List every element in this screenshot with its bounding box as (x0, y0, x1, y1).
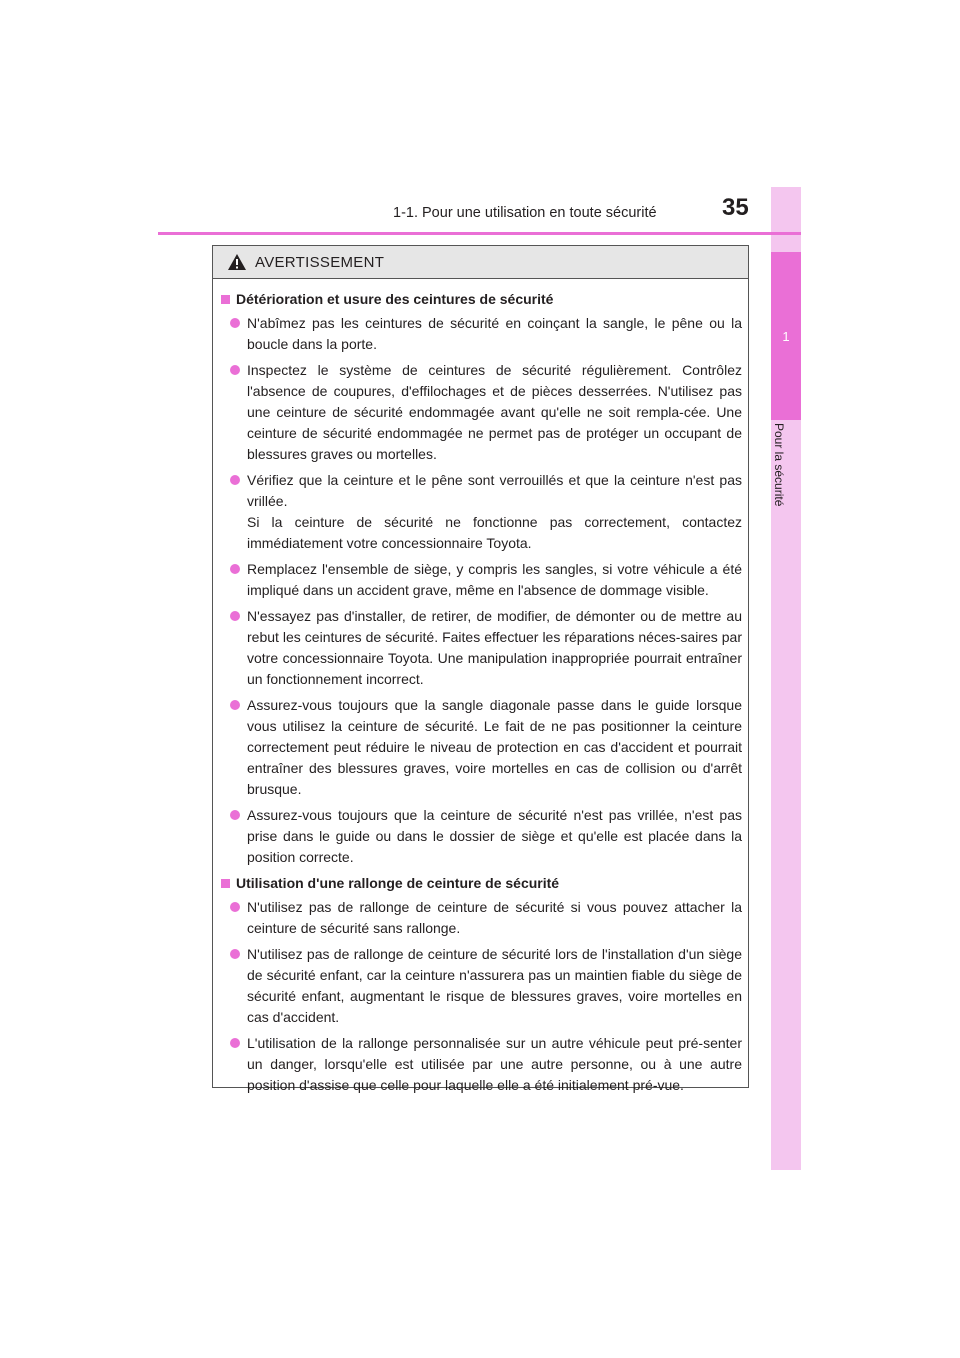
list-item-text: Vérifiez que la ceinture et le pêne sont verrouillés et que la ceinture n'est pas vrillée. Si la ceinture de sécurité ne fonctionne pas correctement, contactez immédiatement votre concessionnaire Toyota. (247, 472, 742, 551)
round-bullet-icon (230, 318, 240, 328)
list-item-text: Assurez-vous toujours que la ceinture de sécurité n'est pas vrillée, n'est pas prise dans le guide ou dans le dossier de siège et qu'elle est placée dans la position correcte. (247, 807, 742, 865)
warning-title: AVERTISSEMENT (255, 253, 385, 271)
warning-triangle-icon (227, 253, 247, 271)
list-item-text: L'utilisation de la rallonge personnalisée sur un autre véhicule peut pré-senter un danger, lorsqu'elle est utilisée par une autre personne, ou à une autre position d'assise que celle pour laquelle elle a été initialement pré-vue. (247, 1035, 742, 1093)
round-bullet-icon (230, 611, 240, 621)
warning-body (213, 279, 748, 1096)
round-bullet-icon (230, 365, 240, 375)
list-item (219, 805, 742, 868)
list-item-text: Inspectez le système de ceintures de sécurité régulièrement. Contrôlez l'absence de coupures, d'effilochages et de pièces desserrées. N'utilisez pas une ceinture de sécurité endommagée avant qu'elle ne soit rempla-cée. Une ceinture de sécurité endommagée ne permet pas de protéger un occupant de blessures graves ou mortelles. (247, 362, 742, 462)
round-bullet-icon (230, 902, 240, 912)
list-item (219, 313, 742, 355)
round-bullet-icon (230, 949, 240, 959)
chapter-label: Pour la sécurité (772, 423, 786, 507)
list-item (219, 559, 742, 601)
list-item-text: N'utilisez pas de rallonge de ceinture de sécurité si vous pouvez attacher la ceinture de sécurité sans rallonge. (247, 899, 742, 936)
page-number: 35 (722, 194, 749, 221)
list-item-text: Assurez-vous toujours que la sangle diagonale passe dans le guide lorsque vous utilisez la ceinture de sécurité. Le fait de ne pas positionner la ceinture correctement peut réduire le niveau de protection en cas d'accident et pourrait entraîner des blessures graves, voire mortelles en cas de collision ou d'arrêt brusque. (247, 697, 742, 797)
round-bullet-icon (230, 700, 240, 710)
list-item (219, 606, 742, 690)
round-bullet-icon (230, 1038, 240, 1048)
round-bullet-icon (230, 564, 240, 574)
list-item (219, 944, 742, 1028)
round-bullet-icon (230, 475, 240, 485)
list-item (219, 360, 742, 465)
list-item (219, 897, 742, 939)
list-item (219, 695, 742, 800)
chapter-number-tab: 1 (771, 252, 801, 420)
list-item-text: N'utilisez pas de rallonge de ceinture de sécurité lors de l'installation d'un siège de sécurité enfant, car la ceinture n'assurera pas un maintien fiable du siège de sécurité enfant, augmentant le risque de blessures graves, voire mortelles en cas d'accident. (247, 946, 742, 1025)
section-heading: Détérioration et usure des ceintures de sécurité (219, 289, 742, 310)
list-item-text: N'essayez pas d'installer, de retirer, de modifier, de démonter ou de mettre au rebut les ceintures de sécurité. Faites effectuer les réparations néces-saires par votre concessionnaire Toyota. Une manipulation inappropriée pourrait entraîner un fonctionnement incorrect. (247, 608, 742, 687)
list-item (219, 1033, 742, 1096)
list-item (219, 470, 742, 554)
warning-box (212, 245, 749, 1093)
square-bullet-icon (221, 295, 230, 304)
round-bullet-icon (230, 810, 240, 820)
page-header-title: 1-1. Pour une utilisation en toute sécurité (393, 205, 657, 221)
header-divider (158, 232, 801, 235)
section-wear (219, 289, 742, 868)
square-bullet-icon (221, 879, 230, 888)
list-item-text: N'abîmez pas les ceintures de sécurité en coinçant la sangle, le pêne ou la boucle dans la porte. (247, 315, 742, 352)
list-item-text: Remplacez l'ensemble de siège, y compris les sangles, si votre véhicule a été impliqué dans un accident grave, même en l'absence de dommage visible. (247, 561, 742, 598)
warning-header (213, 246, 748, 279)
section-extender (219, 873, 742, 1096)
section-heading: Utilisation d'une rallonge de ceinture de sécurité (219, 873, 742, 894)
